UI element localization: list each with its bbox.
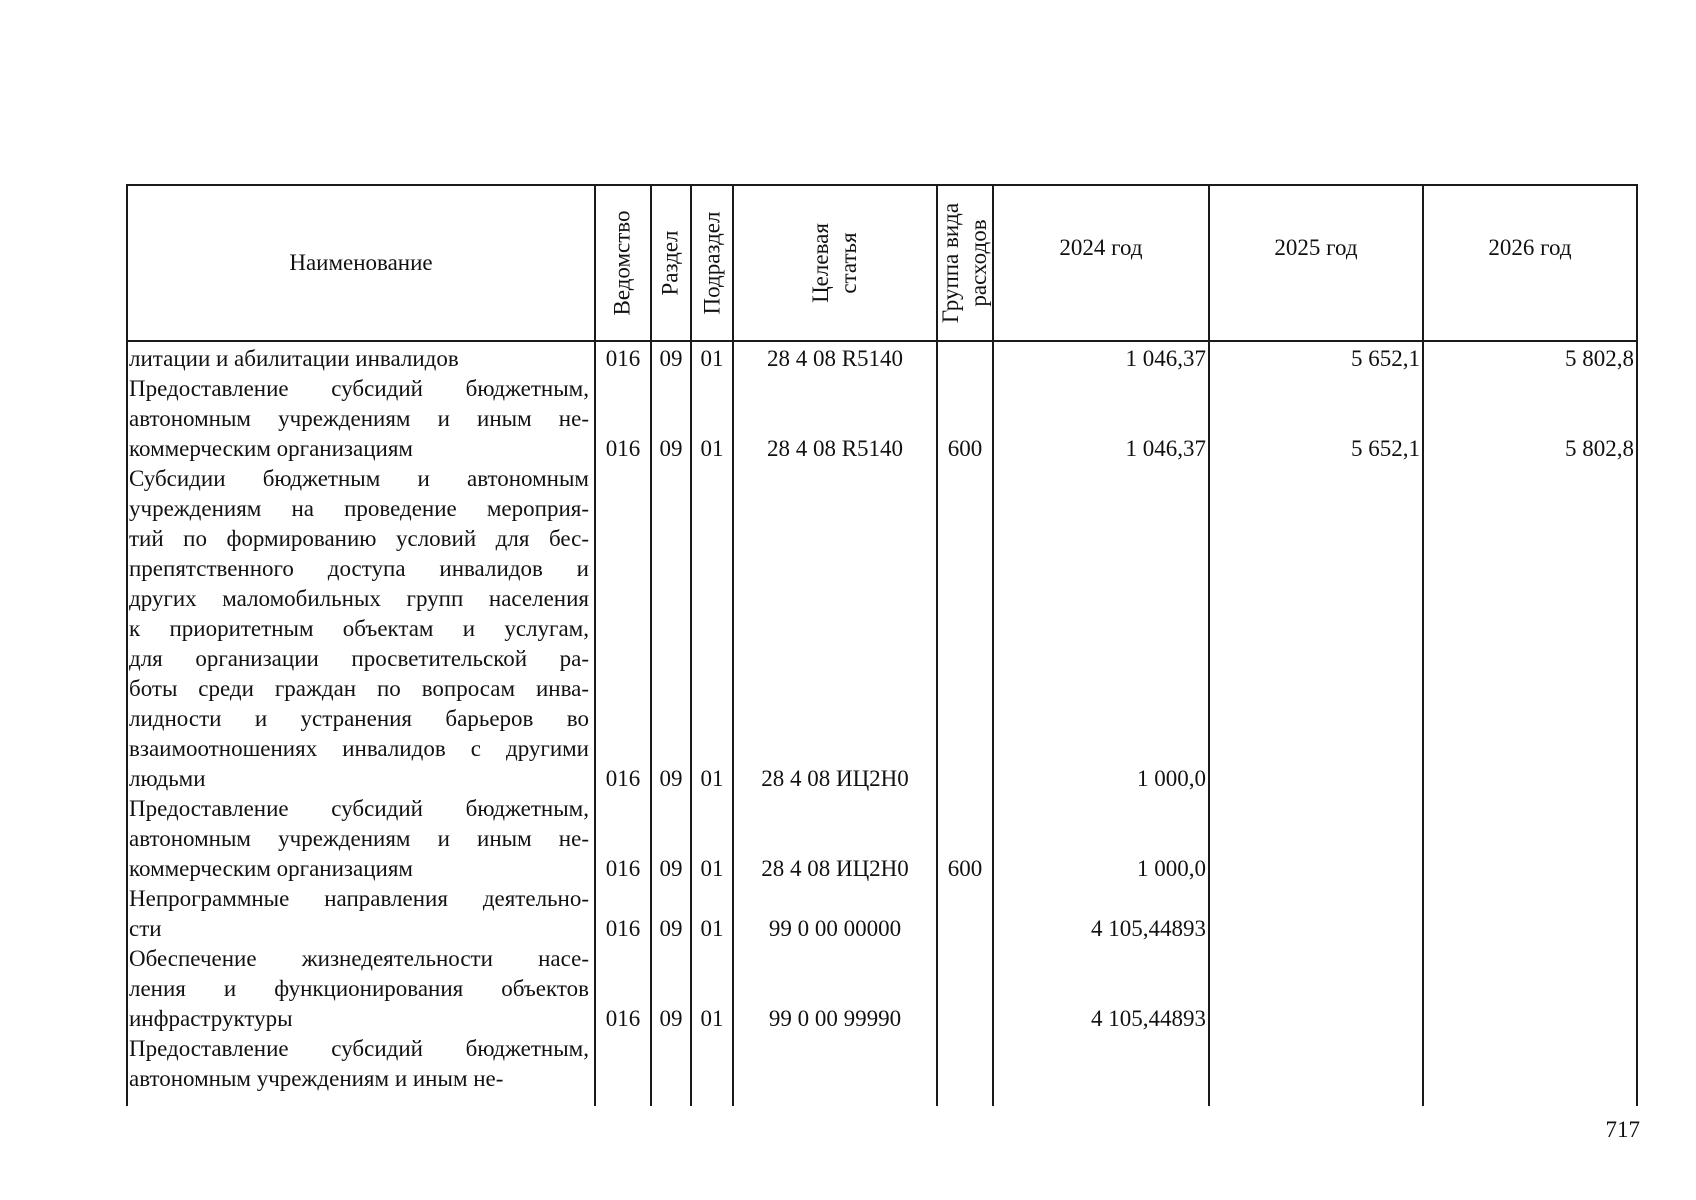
header-vedomstvo-label: Ведомство	[610, 210, 635, 316]
cell-celevaya: 28 4 08 ИЦ2Н0	[761, 856, 909, 881]
budget-table	[126, 184, 1638, 1106]
cell-2025: 5 652,1	[1351, 346, 1420, 371]
cell-podrazdel: 01	[700, 916, 724, 941]
header-celevaya-label	[807, 223, 863, 303]
row-name-line: боты среди граждан по вопросам инва-	[129, 676, 589, 701]
cell-2024: 1 046,37	[1125, 346, 1206, 371]
row-name-line: инфраструктуры	[129, 1006, 293, 1031]
row-name-line: Непрограммные направления деятельно-	[129, 886, 589, 911]
header-2025	[1210, 186, 1422, 310]
row-name-line: тий по формированию условий для бес-	[129, 526, 589, 551]
header-razdel	[652, 186, 690, 340]
cell-razdel: 09	[659, 766, 683, 791]
cell-2024: 1 046,37	[1125, 436, 1206, 461]
cell-2024: 1 000,0	[1137, 766, 1206, 791]
header-celevaya	[734, 186, 936, 340]
cell-podrazdel: 01	[700, 436, 724, 461]
header-podrazdel-label: Подраздел	[699, 211, 725, 315]
cell-celevaya: 28 4 08 R5140	[766, 436, 904, 461]
row-name-line: автономным учреждениям и иным не-	[129, 826, 589, 851]
row-name-line: учреждениям на проведение мероприя-	[129, 496, 589, 521]
row-name-line: Субсидии бюджетным и автономным	[129, 466, 589, 491]
cell-gruppa: 600	[947, 856, 983, 881]
row-name-line: автономным учреждениям и иным не-	[129, 1066, 504, 1091]
row-name-line: автономным учреждениям и иным не-	[129, 406, 589, 431]
cell-celevaya: 28 4 08 ИЦ2Н0	[761, 766, 909, 791]
header-celevaya-line-2: статья	[835, 232, 861, 294]
row-name-line: коммерческим организациям	[129, 856, 413, 881]
col-border-7	[1208, 184, 1210, 1106]
cell-2026: 5 802,8	[1565, 436, 1634, 461]
header-celevaya-line-1: Целевая	[807, 223, 833, 303]
cell-2025: 5 652,1	[1351, 436, 1420, 461]
header-podrazdel	[692, 186, 732, 340]
cell-2024: 4 105,44893	[1091, 1006, 1206, 1031]
row-name-line: Предоставление субсидий бюджетным,	[129, 376, 589, 401]
header-2026-label: 2026 год	[1488, 235, 1572, 260]
cell-vedomstvo: 016	[605, 436, 641, 461]
cell-celevaya: 99 0 00 00000	[768, 916, 902, 941]
row-name-line: людьми	[129, 766, 206, 791]
header-gruppa-line-1: Группа вида	[938, 202, 964, 324]
header-gruppa	[938, 186, 992, 340]
cell-celevaya: 28 4 08 R5140	[766, 346, 904, 371]
header-2024	[994, 186, 1208, 310]
row-name-line: к приоритетным объектам и услугам,	[129, 616, 589, 641]
cell-razdel: 09	[659, 346, 683, 371]
header-name-label: Наименование	[289, 250, 433, 275]
row-name-line: Предоставление субсидий бюджетным,	[129, 1036, 589, 1061]
header-gruppa-label	[937, 203, 993, 323]
header-2024-label: 2024 год	[1059, 235, 1143, 260]
cell-vedomstvo: 016	[605, 1006, 641, 1031]
header-2026	[1424, 186, 1636, 310]
cell-razdel: 09	[659, 436, 683, 461]
cell-podrazdel: 01	[700, 346, 724, 371]
header-name	[128, 186, 594, 340]
cell-razdel: 09	[659, 856, 683, 881]
col-border-9	[1636, 184, 1638, 1106]
row-name-line: Предоставление субсидий бюджетным,	[129, 796, 589, 821]
col-border-8	[1422, 184, 1424, 1106]
cell-podrazdel: 01	[700, 856, 724, 881]
cell-2024: 4 105,44893	[1091, 916, 1206, 941]
cell-vedomstvo: 016	[605, 856, 641, 881]
row-name-line: препятственного доступа инвалидов и	[129, 556, 589, 581]
header-2025-label: 2025 год	[1274, 235, 1358, 260]
cell-2026: 5 802,8	[1565, 346, 1634, 371]
row-name-line: для организации просветительской ра-	[129, 646, 589, 671]
cell-gruppa: 600	[947, 436, 983, 461]
page-number: 717	[1605, 1117, 1640, 1142]
cell-2024: 1 000,0	[1137, 856, 1206, 881]
cell-razdel: 09	[659, 916, 683, 941]
cell-vedomstvo: 016	[605, 916, 641, 941]
header-gruppa-line-2: расходов	[966, 219, 992, 307]
row-name-line: других маломобильных групп населения	[129, 586, 589, 611]
cell-podrazdel: 01	[700, 766, 724, 791]
row-name-line: лидности и устранения барьеров во	[129, 706, 589, 731]
row-name-line: сти	[129, 916, 162, 941]
header-bottom-border	[126, 340, 1638, 342]
header-vedomstvo	[596, 186, 650, 340]
row-name-line: литации и абилитации инвалидов	[129, 346, 459, 371]
cell-razdel: 09	[659, 1006, 683, 1031]
header-razdel-label: Раздел	[658, 230, 683, 296]
row-name-line: взаимоотношениях инвалидов с другими	[129, 736, 589, 761]
cell-celevaya: 99 0 00 99990	[768, 1006, 902, 1031]
row-name-line: коммерческим организациям	[129, 436, 413, 461]
row-name-line: ления и функционирования объектов	[129, 976, 589, 1001]
cell-vedomstvo: 016	[605, 766, 641, 791]
cell-vedomstvo: 016	[605, 346, 641, 371]
row-name-line: Обеспечение жизнедеятельности насе-	[129, 946, 589, 971]
cell-podrazdel: 01	[700, 1006, 724, 1031]
